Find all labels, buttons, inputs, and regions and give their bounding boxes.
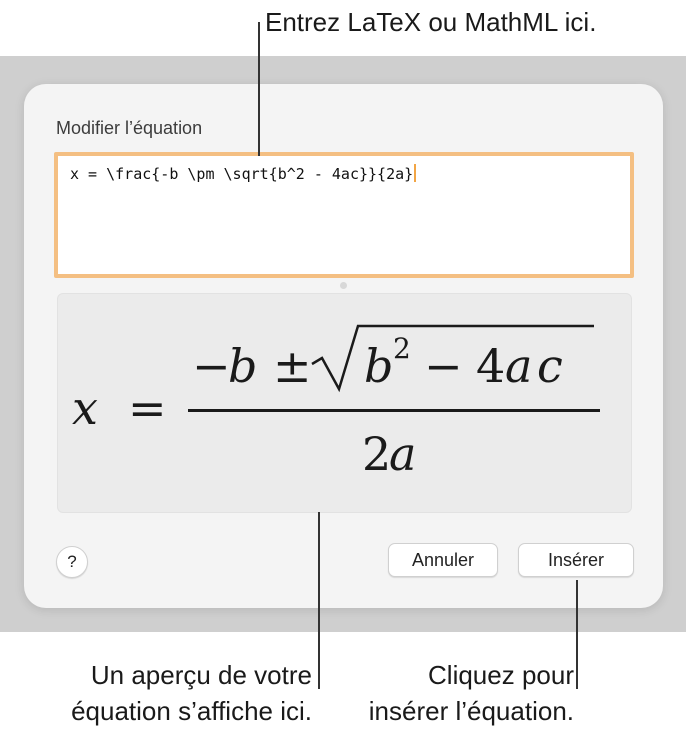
formula-radicand-coefficient: 4 — [476, 339, 506, 393]
formula-numerator-b: b — [228, 339, 258, 393]
callout-preview-line-2: équation s’affiche ici. — [71, 696, 312, 726]
help-button[interactable]: ? — [56, 546, 88, 578]
formula-equals: = — [128, 381, 167, 435]
formula-radicand-b: b — [364, 339, 394, 393]
formula-fraction-bar — [188, 409, 600, 412]
callout-insert-hint — [330, 657, 574, 729]
callout-input-hint: Entrez LaTeX ou MathML ici. — [265, 7, 597, 37]
formula-radicand-exponent: 2 — [393, 332, 411, 365]
formula-plus-minus: ± — [273, 339, 312, 393]
callout-line-input — [258, 22, 260, 156]
insert-button[interactable]: Insérer — [518, 543, 634, 577]
callout-insert-line-2: insérer l’équation. — [368, 696, 574, 726]
formula-radicand-minus: − — [424, 339, 463, 393]
formula-render — [58, 294, 631, 512]
formula-lhs: x — [72, 381, 98, 435]
dialog-title: Modifier l’équation — [56, 118, 203, 138]
callout-line-insert — [576, 580, 578, 689]
equation-latex: x = \frac{-b \pm \sqrt{b^2 - 4ac}}{2a} — [70, 165, 414, 183]
callout-insert-line-1: Cliquez pour — [428, 660, 574, 690]
callout-preview-hint — [20, 657, 312, 729]
formula-denominator-2: 2 — [362, 427, 392, 481]
equation-preview — [57, 293, 632, 513]
cancel-button[interactable]: Annuler — [388, 543, 498, 577]
formula-radicand-a: a — [505, 339, 533, 393]
callout-line-preview — [318, 512, 320, 689]
formula-radicand-c: c — [537, 339, 563, 393]
equation-input-text — [70, 164, 416, 183]
resize-handle[interactable] — [340, 282, 347, 289]
formula-denominator-a: a — [389, 427, 417, 481]
text-caret — [414, 164, 416, 182]
formula-numerator-minus: − — [192, 339, 231, 393]
equation-input[interactable] — [54, 152, 634, 278]
callout-preview-line-1: Un aperçu de votre — [90, 660, 312, 690]
